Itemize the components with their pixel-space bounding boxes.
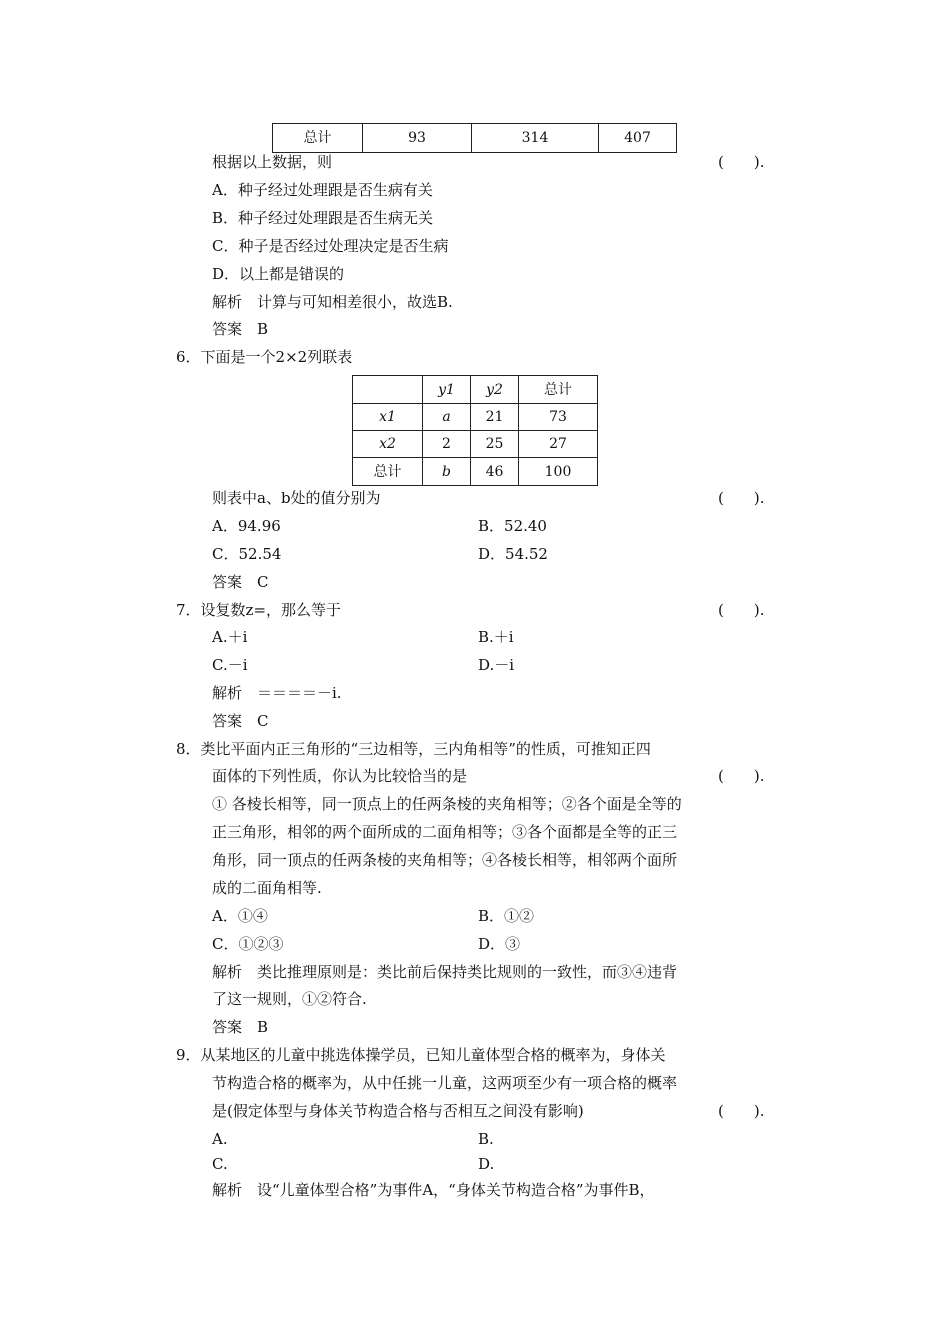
- y2-label: y2: [486, 381, 503, 398]
- q6-option-b: B．52.40: [478, 517, 547, 535]
- q8-stem-line-1: 8．类比平面内正三角形的“三边相等，三内角相等”的性质，可推知正四: [176, 740, 651, 758]
- table-cell: 总计: [519, 376, 598, 404]
- table-cell: [353, 376, 423, 404]
- q6-answer-blank: ( ).: [718, 489, 765, 507]
- table-row: [273, 124, 677, 153]
- table-row: [353, 376, 598, 404]
- q5-option-d: D．以上都是错误的: [212, 265, 345, 283]
- q9-stem-line-1: 9．从某地区的儿童中挑选体操学员，已知儿童体型合格的概率为，身体关: [176, 1046, 666, 1064]
- q5-option-c: C．种子是否经过处理决定是否生病: [212, 237, 449, 255]
- q8-stem-line-4: 正三角形，相邻的两个面所成的二面角相等；③各个面都是全等的正三: [212, 823, 678, 841]
- q5-option-b: B．种子经过处理跟是否生病无关: [212, 209, 434, 227]
- q7-option-c: C.－i: [212, 656, 248, 674]
- q9-option-b: B.: [478, 1130, 494, 1148]
- q8-stem-line-2: 面体的下列性质，你认为比较恰当的是: [212, 767, 468, 785]
- q7-option-a: A.＋i: [212, 628, 248, 646]
- q8-stem-line-5: 角形，同一顶点的任两条棱的夹角相等；④各棱长相等，相邻两个面所: [212, 851, 678, 869]
- q9-analysis: 解析 设“儿童体型合格”为事件A，“身体关节构造合格”为事件B，: [212, 1181, 655, 1199]
- q9-answer-blank: ( ).: [718, 1102, 765, 1120]
- table-contingency: [352, 375, 598, 486]
- table-cell: a: [423, 404, 471, 431]
- table-cell: 93: [363, 124, 472, 153]
- table-cell: 21: [471, 404, 519, 431]
- q7-stem: 7．设复数z=，那么等于: [176, 601, 342, 619]
- q6-option-a: A．94.96: [212, 517, 281, 535]
- q7-answer: 答案 C: [212, 712, 269, 730]
- table-cell: 46: [471, 458, 519, 486]
- table-row: [353, 404, 598, 431]
- q6-stem: 6．下面是一个2×2列联表: [176, 348, 353, 366]
- table-cell: 2: [423, 431, 471, 458]
- q5-answer: 答案 B: [212, 320, 269, 338]
- q8-answer: 答案 B: [212, 1018, 269, 1036]
- table-seed-totals: [272, 123, 677, 153]
- q8-stem-line-6: 成的二面角相等.: [212, 879, 322, 897]
- q9-option-d: D.: [478, 1155, 495, 1173]
- q6-option-d: D．54.52: [478, 545, 548, 563]
- q6-question: 则表中a、b处的值分别为: [212, 489, 381, 507]
- q5-option-a: A．种子经过处理跟是否生病有关: [212, 181, 433, 199]
- table-row: [353, 431, 598, 458]
- table-cell: 73: [519, 404, 598, 431]
- q5-stem: 根据以上数据，则: [212, 153, 333, 171]
- q7-analysis: 解析 ＝＝＝＝－i.: [212, 684, 342, 702]
- q7-option-d: D.－i: [478, 656, 515, 674]
- table-cell: 总计: [273, 124, 363, 153]
- q8-answer-blank: ( ).: [718, 767, 765, 785]
- q8-option-d: D．③: [478, 935, 521, 953]
- table-cell: b: [423, 458, 471, 486]
- q7-option-b: B.＋i: [478, 628, 514, 646]
- table-cell: x2: [353, 431, 423, 458]
- q8-analysis-line-2: 了这一规则，①②符合.: [212, 990, 367, 1008]
- table-cell: 407: [599, 124, 677, 153]
- q6-option-c: C．52.54: [212, 545, 282, 563]
- table-row: [353, 458, 598, 486]
- q9-option-a: A.: [212, 1130, 228, 1148]
- table-cell: 25: [471, 431, 519, 458]
- q5-answer-blank: ( ).: [718, 153, 765, 171]
- q9-stem-line-3: 是(假定体型与身体关节构造合格与否相互之间没有影响): [212, 1102, 584, 1120]
- table-cell: [471, 376, 519, 404]
- q8-option-c: C．①②③: [212, 935, 284, 953]
- q5-analysis: 解析 计算与可知相差很小，故选B.: [212, 293, 453, 311]
- q9-option-c: C.: [212, 1155, 228, 1173]
- q8-analysis-line-1: 解析 类比推理原则是：类比前后保持类比规则的一致性，而③④违背: [212, 963, 678, 981]
- table-cell: x1: [353, 404, 423, 431]
- q8-option-b: B．①②: [478, 907, 535, 925]
- table-cell: 27: [519, 431, 598, 458]
- table-cell: 总计: [353, 458, 423, 486]
- table-cell: [423, 376, 471, 404]
- q7-answer-blank: ( ).: [718, 601, 765, 619]
- q9-stem-line-2: 节构造合格的概率为，从中任挑一儿童，这两项至少有一项合格的概率: [212, 1074, 678, 1092]
- y1-label: y1: [438, 381, 455, 398]
- table-cell: 100: [519, 458, 598, 486]
- q8-option-a: A．①④: [212, 907, 268, 925]
- q6-answer: 答案 C: [212, 573, 269, 591]
- table-cell: 314: [472, 124, 599, 153]
- q8-stem-line-3: ① 各棱长相等，同一顶点上的任两条棱的夹角相等；②各个面是全等的: [212, 795, 682, 813]
